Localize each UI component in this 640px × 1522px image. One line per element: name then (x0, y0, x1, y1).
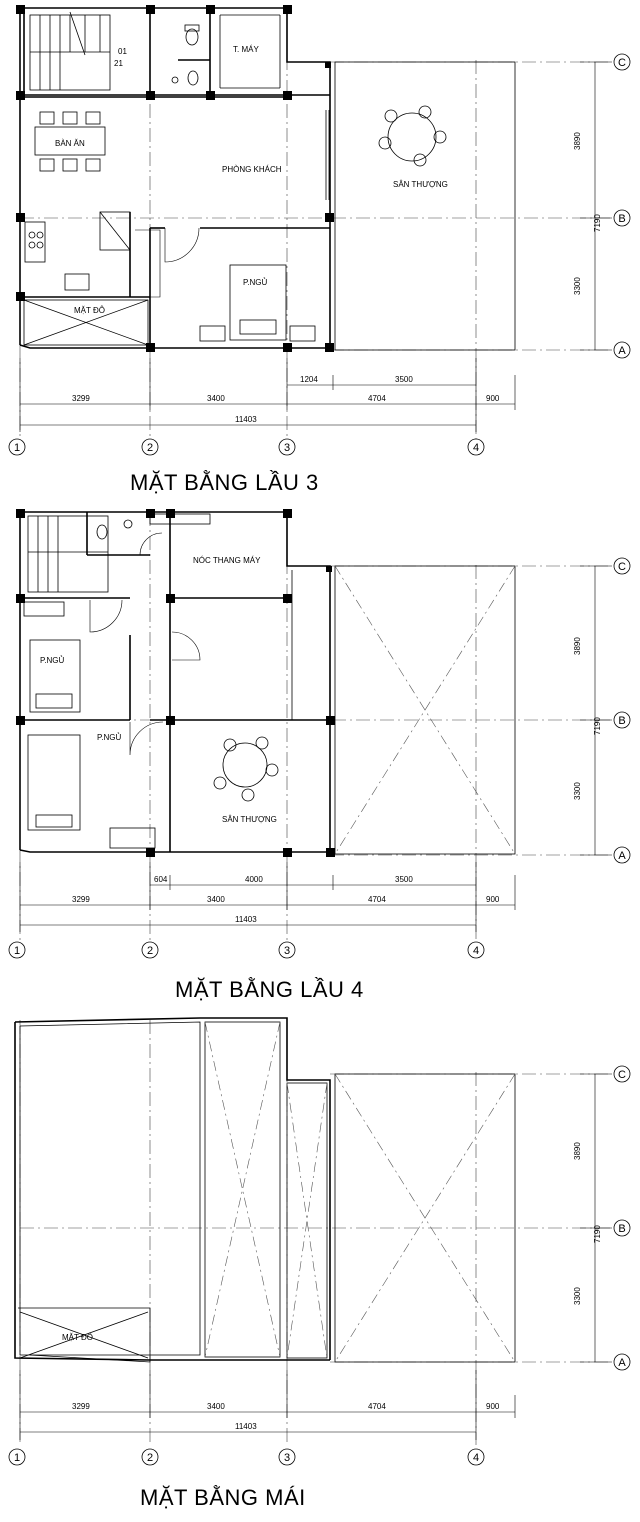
axis-c: C (618, 1069, 626, 1081)
room-label-p-ngu-1: P.NGỦ (40, 656, 65, 665)
axis-c: C (618, 561, 626, 573)
staircase (28, 516, 108, 592)
axis-1: 1 (13, 1452, 21, 1464)
dimensions (20, 1074, 612, 1440)
bedroom-door (165, 228, 199, 262)
room-label-ban-an: BÀN ĂN (55, 139, 85, 148)
stair-mark-start: 01 (118, 47, 127, 56)
dim-3299: 3299 (72, 394, 90, 403)
walls (20, 512, 515, 854)
dim-900: 900 (486, 394, 500, 403)
room-label-noc-thang-may: NÓC THANG MÁY (193, 556, 261, 565)
dim-4704: 4704 (368, 895, 386, 904)
dim-3299: 3299 (72, 895, 90, 904)
dim-total: 11403 (235, 915, 257, 924)
grid-lines (20, 512, 612, 945)
room-label-phong-khach: PHÒNG KHÁCH (222, 165, 282, 174)
axis-bubbles (9, 558, 630, 958)
dim-3400: 3400 (207, 394, 225, 403)
room-label-san-thuong: SÂN THƯỢNG (393, 180, 448, 189)
dim-3400: 3400 (207, 895, 225, 904)
dim-4704: 4704 (368, 1402, 386, 1411)
dim-right-3300: 3300 (573, 782, 582, 800)
axis-4: 4 (472, 442, 480, 454)
axis-3: 3 (283, 945, 291, 957)
wardrobe (135, 230, 160, 297)
axis-3: 3 (283, 442, 291, 454)
dim-right-3300: 3300 (573, 277, 582, 295)
axis-2: 2 (146, 442, 154, 454)
walls (20, 8, 515, 350)
plan-title: MẶT BẰNG LẦU 3 (130, 470, 319, 495)
axis-a: A (618, 1357, 626, 1369)
room-label-mat-do: MẶT ĐÔ (74, 306, 105, 315)
dim-3500: 3500 (395, 375, 413, 384)
bedroom-door-2 (130, 722, 163, 755)
roof-outline (15, 1018, 515, 1362)
bedroom-door-1 (90, 600, 122, 632)
kitchen-counter (25, 212, 130, 290)
wc-door (140, 533, 162, 555)
axis-3: 3 (283, 1452, 291, 1464)
axis-bubbles (9, 1066, 630, 1465)
dim-right-3890: 3890 (573, 1142, 582, 1160)
staircase (30, 12, 127, 90)
dim-3299: 3299 (72, 1402, 90, 1411)
stair-mark-end: 21 (114, 59, 123, 68)
dim-right-total: 7190 (593, 1225, 602, 1243)
axis-1: 1 (13, 945, 21, 957)
grid-lines (20, 1020, 612, 1445)
wc-fixtures (172, 25, 199, 85)
plan-lau-3 (9, 5, 630, 495)
dim-900: 900 (486, 1402, 500, 1411)
room-label-mat-do: MẶT ĐÔ (62, 1333, 93, 1342)
terrace-round-table (379, 106, 446, 166)
bed (200, 265, 315, 341)
terrace-door (172, 632, 200, 660)
axis-4: 4 (472, 1452, 480, 1464)
dim-total: 11403 (235, 415, 257, 424)
axis-bubbles (9, 54, 630, 455)
axis-1: 1 (13, 442, 21, 454)
room-label-p-ngu: P.NGỦ (243, 278, 268, 287)
plan-mai (9, 1018, 630, 1510)
dim-4704: 4704 (368, 394, 386, 403)
plan-lau-4 (9, 509, 630, 1002)
axis-2: 2 (146, 1452, 154, 1464)
axis-2: 2 (146, 945, 154, 957)
dim-3500: 3500 (395, 875, 413, 884)
terrace-round-table (214, 737, 278, 801)
dim-right-total: 7190 (593, 717, 602, 735)
axis-b: B (618, 715, 626, 727)
axis-a: A (618, 345, 626, 357)
room-label-p-ngu-2: P.NGỦ (97, 733, 122, 742)
dim-3400: 3400 (207, 1402, 225, 1411)
dim-right-3890: 3890 (573, 637, 582, 655)
dim-right-3890: 3890 (573, 132, 582, 150)
dim-604: 604 (154, 875, 168, 884)
dim-900: 900 (486, 895, 500, 904)
axis-4: 4 (472, 945, 480, 957)
dimensions (20, 566, 612, 932)
axis-b: B (618, 213, 626, 225)
room-label-san-thuong: SÂN THƯỢNG (222, 815, 277, 824)
plan-title: MẶT BẰNG MÁI (140, 1485, 306, 1510)
beds (24, 602, 155, 848)
dim-1204: 1204 (300, 375, 318, 384)
dim-right-total: 7190 (593, 214, 602, 232)
dim-4000: 4000 (245, 875, 263, 884)
room-label-t-may: T. MÁY (233, 45, 259, 54)
axis-b: B (618, 1223, 626, 1235)
axis-a: A (618, 850, 626, 862)
axis-c: C (618, 57, 626, 69)
plan-title: MẶT BẰNG LẦU 4 (175, 977, 364, 1002)
dim-right-3300: 3300 (573, 1287, 582, 1305)
dim-total: 11403 (235, 1422, 257, 1431)
